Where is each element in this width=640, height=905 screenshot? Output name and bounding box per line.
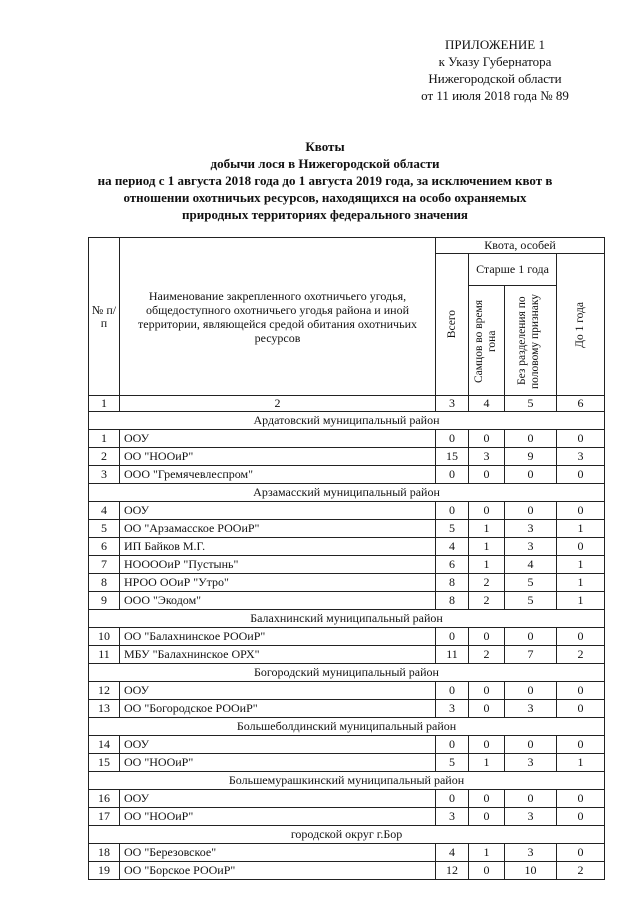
district-row: [89, 718, 605, 736]
appendix-label: ПРИЛОЖЕНИЕ 1: [445, 37, 545, 52]
column-number: 6: [557, 396, 605, 412]
column-number: 3: [436, 396, 469, 412]
row-no-sex: 4: [505, 556, 557, 574]
row-no-sex: 7: [505, 646, 557, 664]
column-numbers-row: [89, 396, 605, 412]
row-no-sex: 0: [505, 628, 557, 646]
row-under1: 1: [557, 520, 605, 538]
row-no-sex: 5: [505, 592, 557, 610]
document-title: [60, 138, 590, 223]
row-number: 8: [89, 574, 120, 592]
row-under1: 1: [557, 592, 605, 610]
row-under1: 3: [557, 448, 605, 466]
row-under1: 2: [557, 862, 605, 880]
row-name: ООО "Гремячевлеспром": [120, 466, 436, 484]
header-under1-cell: [557, 254, 605, 396]
column-number: 1: [89, 396, 120, 412]
row-under1: 0: [557, 790, 605, 808]
table-row: [89, 754, 605, 772]
quota-table: [88, 237, 605, 880]
row-total: 5: [436, 754, 469, 772]
row-number: 17: [89, 808, 120, 826]
row-number: 13: [89, 700, 120, 718]
title-line-2: добычи лося в Нижегородской области: [210, 156, 440, 171]
row-no-sex: 0: [505, 466, 557, 484]
header-older: Старше 1 года: [469, 254, 557, 286]
row-males-rut: 0: [469, 808, 505, 826]
row-total: 4: [436, 538, 469, 556]
row-name: ОО "Арзамасское РООиР": [120, 520, 436, 538]
header-males-rut: Самцов во время гона: [472, 298, 498, 383]
row-total: 3: [436, 700, 469, 718]
row-males-rut: 1: [469, 556, 505, 574]
row-number: 12: [89, 682, 120, 700]
district-name: Ардатовский муниципальный район: [89, 412, 605, 430]
table-row: [89, 790, 605, 808]
row-name: МБУ "Балахнинское ОРХ": [120, 646, 436, 664]
row-number: 11: [89, 646, 120, 664]
district-name: городской округ г.Бор: [89, 826, 605, 844]
row-no-sex: 3: [505, 844, 557, 862]
row-total: 11: [436, 646, 469, 664]
row-under1: 1: [557, 754, 605, 772]
row-total: 4: [436, 844, 469, 862]
table-row: [89, 700, 605, 718]
row-under1: 0: [557, 466, 605, 484]
row-number: 18: [89, 844, 120, 862]
row-name: ООУ: [120, 736, 436, 754]
row-under1: 0: [557, 430, 605, 448]
row-total: 0: [436, 628, 469, 646]
table-row: [89, 808, 605, 826]
table-row: [89, 502, 605, 520]
row-name: ООО "Экодом": [120, 592, 436, 610]
table-row: [89, 430, 605, 448]
row-under1: 1: [557, 574, 605, 592]
row-males-rut: 0: [469, 862, 505, 880]
appendix-decree: к Указу Губернатора: [438, 54, 552, 69]
header-no-sex: Без разделения по половому признаку: [515, 292, 541, 389]
header-total-cell: [436, 254, 469, 396]
row-total: 12: [436, 862, 469, 880]
row-under1: 1: [557, 556, 605, 574]
row-no-sex: 10: [505, 862, 557, 880]
row-name: ОО "Богородское РООиР": [120, 700, 436, 718]
row-name: НООООиР "Пустынь": [120, 556, 436, 574]
row-number: 9: [89, 592, 120, 610]
title-line-3: на период с 1 августа 2018 года до 1 августа 2019 года, за исключением квот в: [97, 173, 553, 188]
appendix-region: Нижегородской области: [428, 71, 562, 86]
row-under1: 0: [557, 808, 605, 826]
row-name: ООУ: [120, 790, 436, 808]
row-under1: 2: [557, 646, 605, 664]
row-males-rut: 1: [469, 844, 505, 862]
table-row: [89, 574, 605, 592]
district-name: Большемурашкинский муниципальный район: [89, 772, 605, 790]
table-header: [89, 238, 605, 396]
district-name: Арзамасский муниципальный район: [89, 484, 605, 502]
row-name: ОО "НООиР": [120, 448, 436, 466]
table-row: [89, 556, 605, 574]
table-row: [89, 628, 605, 646]
row-no-sex: 0: [505, 502, 557, 520]
row-males-rut: 0: [469, 790, 505, 808]
table-row: [89, 646, 605, 664]
row-total: 6: [436, 556, 469, 574]
row-total: 0: [436, 430, 469, 448]
row-males-rut: 2: [469, 646, 505, 664]
row-males-rut: 0: [469, 430, 505, 448]
district-row: [89, 826, 605, 844]
row-males-rut: 1: [469, 754, 505, 772]
row-total: 3: [436, 808, 469, 826]
row-no-sex: 3: [505, 700, 557, 718]
header-nosex-cell: [505, 286, 557, 396]
row-no-sex: 0: [505, 682, 557, 700]
row-under1: 0: [557, 538, 605, 556]
appendix-date: от 11 июля 2018 года № 89: [421, 88, 569, 103]
row-number: 16: [89, 790, 120, 808]
row-number: 14: [89, 736, 120, 754]
row-males-rut: 2: [469, 592, 505, 610]
row-name: ООУ: [120, 430, 436, 448]
row-total: 15: [436, 448, 469, 466]
title-line-4: отношении охотничьих ресурсов, находящихся на особо охраняемых: [123, 190, 527, 205]
title-line-1: Квоты: [305, 139, 345, 154]
row-no-sex: 0: [505, 790, 557, 808]
district-name: Балахнинский муниципальный район: [89, 610, 605, 628]
header-under1: До 1 года: [574, 301, 587, 348]
district-row: [89, 412, 605, 430]
row-no-sex: 5: [505, 574, 557, 592]
row-number: 4: [89, 502, 120, 520]
row-males-rut: 1: [469, 520, 505, 538]
row-under1: 0: [557, 628, 605, 646]
table-row: [89, 466, 605, 484]
row-name: ОО "НООиР": [120, 808, 436, 826]
row-number: 6: [89, 538, 120, 556]
district-row: [89, 484, 605, 502]
row-total: 0: [436, 682, 469, 700]
district-row: [89, 664, 605, 682]
column-number: 5: [505, 396, 557, 412]
title-line-5: природных территориях федерального значения: [182, 207, 468, 222]
table-row: [89, 448, 605, 466]
row-number: 10: [89, 628, 120, 646]
row-males-rut: 0: [469, 502, 505, 520]
row-number: 3: [89, 466, 120, 484]
row-number: 15: [89, 754, 120, 772]
row-no-sex: 3: [505, 754, 557, 772]
row-no-sex: 3: [505, 538, 557, 556]
row-name: ООУ: [120, 682, 436, 700]
district-row: [89, 772, 605, 790]
row-name: ОО "НООиР": [120, 754, 436, 772]
row-number: 7: [89, 556, 120, 574]
column-number: 4: [469, 396, 505, 412]
table-row: [89, 538, 605, 556]
row-no-sex: 9: [505, 448, 557, 466]
district-name: Богородский муниципальный район: [89, 664, 605, 682]
column-number: 2: [120, 396, 436, 412]
row-total: 8: [436, 592, 469, 610]
row-total: 0: [436, 502, 469, 520]
row-males-rut: 0: [469, 682, 505, 700]
row-name: ОО "Борское РООиР": [120, 862, 436, 880]
row-males-rut: 0: [469, 736, 505, 754]
table-body: [89, 396, 605, 880]
row-males-rut: 0: [469, 700, 505, 718]
table-row: [89, 682, 605, 700]
row-males-rut: 3: [469, 448, 505, 466]
row-under1: 0: [557, 502, 605, 520]
row-under1: 0: [557, 844, 605, 862]
header-num: № п/п: [89, 238, 120, 396]
table-row: [89, 520, 605, 538]
row-number: 19: [89, 862, 120, 880]
row-males-rut: 1: [469, 538, 505, 556]
row-under1: 0: [557, 682, 605, 700]
row-number: 5: [89, 520, 120, 538]
header-males-cell: [469, 286, 505, 396]
row-males-rut: 0: [469, 466, 505, 484]
table-row: [89, 844, 605, 862]
row-no-sex: 3: [505, 808, 557, 826]
table-row: [89, 592, 605, 610]
row-name: НРОО ООиР "Утро": [120, 574, 436, 592]
row-males-rut: 2: [469, 574, 505, 592]
row-under1: 0: [557, 700, 605, 718]
row-under1: 0: [557, 736, 605, 754]
row-name: ОО "Балахнинское РООиР": [120, 628, 436, 646]
header-total: Всего: [445, 310, 458, 339]
row-total: 0: [436, 790, 469, 808]
table-row: [89, 862, 605, 880]
row-total: 0: [436, 736, 469, 754]
header-quota: Квота, особей: [436, 238, 605, 254]
row-number: 2: [89, 448, 120, 466]
row-no-sex: 0: [505, 736, 557, 754]
appendix-block: [400, 36, 590, 104]
row-name: ООУ: [120, 502, 436, 520]
district-name: Большеболдинский муниципальный район: [89, 718, 605, 736]
row-males-rut: 0: [469, 628, 505, 646]
row-total: 8: [436, 574, 469, 592]
row-name: ОО "Березовское": [120, 844, 436, 862]
row-no-sex: 3: [505, 520, 557, 538]
district-row: [89, 610, 605, 628]
table-row: [89, 736, 605, 754]
row-total: 0: [436, 466, 469, 484]
header-name: Наименование закрепленного охотничьего угодья, общедоступного охотничьего угодья района и иной территории, являющейся средой обитания охотничьих ресурсов: [120, 238, 436, 396]
row-name: ИП Байков М.Г.: [120, 538, 436, 556]
row-no-sex: 0: [505, 430, 557, 448]
row-number: 1: [89, 430, 120, 448]
row-total: 5: [436, 520, 469, 538]
